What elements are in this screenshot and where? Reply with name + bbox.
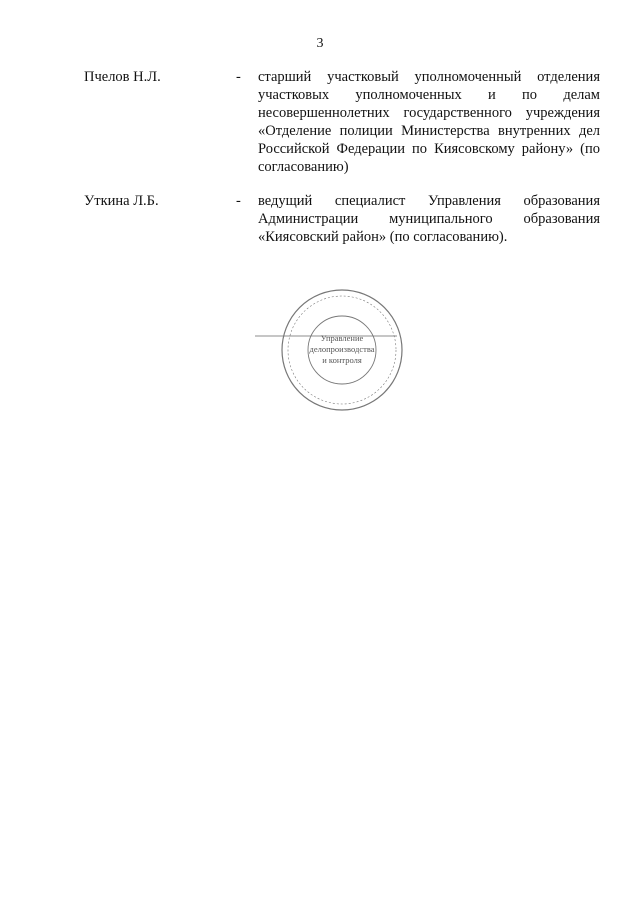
seal-text-line: Управление: [320, 333, 364, 343]
member-dash: -: [236, 69, 241, 85]
member-name: Пчелов Н.Л.: [84, 69, 161, 85]
member-description: ведущий специалист Управления образования Администрации муниципального образования «Киясовский район» (по согласованию).: [258, 193, 600, 245]
seal-text-line: и контроля: [322, 355, 362, 365]
official-seal: [255, 288, 415, 418]
member-dash: -: [236, 193, 241, 209]
page-number: 3: [316, 36, 324, 51]
member-description: старший участковый уполномоченный отделения участковых уполномоченных и по делам несовершеннолетних государственного учреждения «Отделение полиции Министерства внутренних дел Российской Федерации по Киясовскому району» (по согласованию): [258, 69, 600, 175]
seal-text-line: делопроизводства: [309, 344, 375, 354]
member-name: Уткина Л.Б.: [84, 193, 159, 209]
